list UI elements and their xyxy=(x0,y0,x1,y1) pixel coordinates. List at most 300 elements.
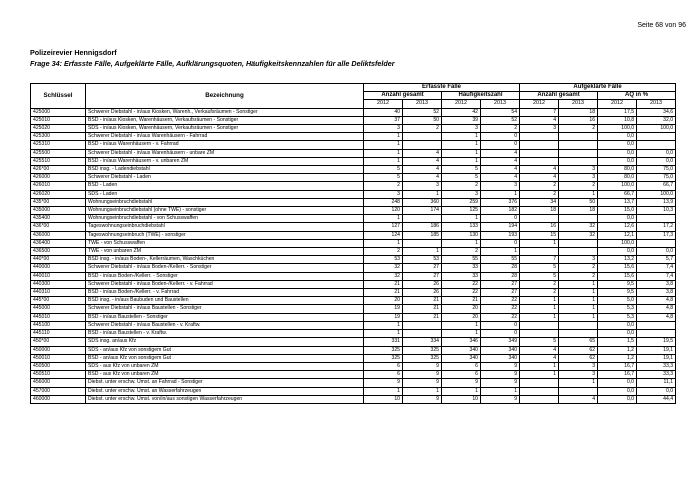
table-row xyxy=(31,157,676,165)
cell-aq-2013: 19,5 xyxy=(637,338,676,346)
cell-erfasst-2012: 21 xyxy=(364,280,403,288)
cell-erfasst-2012: 325 xyxy=(364,346,403,354)
table-header xyxy=(31,84,676,109)
cell-key: 425300 xyxy=(31,133,86,141)
cell-hz-2012: 22 xyxy=(442,280,481,288)
cell-erfasst-2013 xyxy=(403,215,442,223)
cell-aq-2013: 4,8 xyxy=(637,297,676,305)
cell-hz-2012: 3 xyxy=(442,125,481,133)
cell-aq-2013: 33,3 xyxy=(637,371,676,379)
cell-description: BSD insg. - Ladendiebstahl xyxy=(86,166,364,174)
cell-aq-2012: 0,0 xyxy=(598,379,637,387)
year-header: 2013 xyxy=(481,100,520,108)
cell-description: Schwerer Diebstahl - in/aus Warenhäusern - unbare ZM xyxy=(86,149,364,157)
cell-erfasst-2013: 52 xyxy=(403,108,442,116)
cell-erfasst-2012: 2 xyxy=(364,248,403,256)
cell-aq-2013: 13,9 xyxy=(637,198,676,206)
cell-aufgeklaert-2012: 1 xyxy=(520,305,559,313)
table-row xyxy=(31,198,676,206)
cell-aq-2012: 0,0 xyxy=(598,321,637,329)
cell-aufgeklaert-2012: 2 xyxy=(520,190,559,198)
cell-description: BSD - in/aus Boden-/Kellerr. - Sonstiger xyxy=(86,272,364,280)
cell-aufgeklaert-2012: 7 xyxy=(520,108,559,116)
cell-erfasst-2013: 21 xyxy=(403,297,442,305)
cell-erfasst-2013: 185 xyxy=(403,231,442,239)
cell-description: TWE - von unbaren ZM xyxy=(86,248,364,256)
cell-hz-2012: 1 xyxy=(442,141,481,149)
cell-description: Diebst. unter erschw. Umst. an Fahrrad - Sonstiger xyxy=(86,379,364,387)
cell-hz-2012: 6 xyxy=(442,371,481,379)
cell-key: 450500 xyxy=(31,362,86,370)
cell-hz-2012: 1 xyxy=(442,387,481,395)
year-header: 2012 xyxy=(364,100,403,108)
table-row xyxy=(31,174,676,182)
cell-key: 440*00 xyxy=(31,256,86,264)
cell-erfasst-2012: 19 xyxy=(364,305,403,313)
subheader-aq-percent: AQ in % xyxy=(598,92,676,100)
cell-hz-2013: 27 xyxy=(481,289,520,297)
cell-hz-2012: 340 xyxy=(442,354,481,362)
cell-hz-2013: 22 xyxy=(481,313,520,321)
cell-erfasst-2012: 9 xyxy=(364,379,403,387)
table-row xyxy=(31,125,676,133)
column-header-key: Schlüssel xyxy=(31,84,86,109)
subheader-anzahl-gesamt-erfasst: Anzahl gesamt xyxy=(364,92,442,100)
cell-description: Schwerer Diebstahl - in/aus Baustellen - v. Kraftw. xyxy=(86,321,364,329)
cell-hz-2013: 340 xyxy=(481,354,520,362)
cell-aq-2013: 32,0 xyxy=(637,116,676,124)
cell-description: BSD insg. - in/aus Baubuden und Baustellen xyxy=(86,297,364,305)
cell-hz-2013: 54 xyxy=(481,108,520,116)
cell-aufgeklaert-2012: 3 xyxy=(520,125,559,133)
cell-aufgeklaert-2012 xyxy=(520,395,559,403)
cell-description: BSD - in/aus Baustellen - Sonstiger xyxy=(86,313,364,321)
cell-aq-2013: 33,3 xyxy=(637,362,676,370)
cell-erfasst-2013: 174 xyxy=(403,207,442,215)
cell-aq-2012: 17,5 xyxy=(598,108,637,116)
cell-aufgeklaert-2012 xyxy=(520,321,559,329)
cell-aq-2012: 0,0 xyxy=(598,157,637,165)
cell-aufgeklaert-2013 xyxy=(559,321,598,329)
cell-hz-2012: 1 xyxy=(442,239,481,247)
cell-description: Schwerer Diebstahl - in/aus Kiosken, Warenh., Verkaufsräumen - Sonstiger xyxy=(86,108,364,116)
cell-key: 436400 xyxy=(31,239,86,247)
table-row xyxy=(31,256,676,264)
cell-hz-2013: 9 xyxy=(481,371,520,379)
cell-erfasst-2012: 40 xyxy=(364,108,403,116)
year-header: 2012 xyxy=(598,100,637,108)
cell-aufgeklaert-2012: 18 xyxy=(520,207,559,215)
cell-aufgeklaert-2012 xyxy=(520,387,559,395)
cell-aufgeklaert-2013: 1 xyxy=(559,190,598,198)
cell-aufgeklaert-2013: 18 xyxy=(559,207,598,215)
cell-hz-2013: 1 xyxy=(481,387,520,395)
cell-aq-2012: 9,5 xyxy=(598,289,637,297)
table-row xyxy=(31,231,676,239)
cell-hz-2012: 39 xyxy=(442,116,481,124)
table-row xyxy=(31,215,676,223)
cell-aufgeklaert-2013: 16 xyxy=(559,116,598,124)
table-row xyxy=(31,141,676,149)
cell-key: 450*00 xyxy=(31,338,86,346)
cell-aufgeklaert-2012: 1 xyxy=(520,239,559,247)
table-row xyxy=(31,280,676,288)
cell-erfasst-2012: 331 xyxy=(364,338,403,346)
cell-erfasst-2012: 32 xyxy=(364,272,403,280)
cell-erfasst-2013: 21 xyxy=(403,313,442,321)
cell-key: 445010 xyxy=(31,313,86,321)
cell-aq-2012: 1,2 xyxy=(598,346,637,354)
cell-key: 450510 xyxy=(31,371,86,379)
cell-aufgeklaert-2013: 2 xyxy=(559,182,598,190)
cell-erfasst-2013: 1 xyxy=(403,248,442,256)
cell-aufgeklaert-2013: 18 xyxy=(559,108,598,116)
cell-aufgeklaert-2012: 4 xyxy=(520,116,559,124)
cell-description: Wohnungseinbruchdiebstahl (ohne TWE) - sonstiger xyxy=(86,207,364,215)
cell-aq-2012: 10,8 xyxy=(598,116,637,124)
cell-description: Tageswohnungseinbruch (TWE) - sonstiger xyxy=(86,231,364,239)
cell-erfasst-2012: 5 xyxy=(364,174,403,182)
table-row xyxy=(31,289,676,297)
cell-erfasst-2012: 325 xyxy=(364,354,403,362)
cell-key: 450010 xyxy=(31,354,86,362)
cell-hz-2012: 1 xyxy=(442,321,481,329)
table-row xyxy=(31,346,676,354)
table-row xyxy=(31,362,676,370)
cell-aq-2013: 10,3 xyxy=(637,207,676,215)
cell-aufgeklaert-2012 xyxy=(520,157,559,165)
cell-aq-2013: 3,8 xyxy=(637,289,676,297)
cell-aq-2012: 1,2 xyxy=(598,354,637,362)
cell-hz-2013: 52 xyxy=(481,116,520,124)
year-header: 2013 xyxy=(559,100,598,108)
cell-erfasst-2012: 19 xyxy=(364,313,403,321)
cell-key: 425010 xyxy=(31,116,86,124)
cell-key: 425310 xyxy=(31,141,86,149)
cell-erfasst-2012: 1 xyxy=(364,321,403,329)
cell-aq-2013 xyxy=(637,215,676,223)
table-row xyxy=(31,116,676,124)
table-row xyxy=(31,239,676,247)
cell-erfasst-2012: 1 xyxy=(364,133,403,141)
column-header-description: Bezeichnung xyxy=(86,84,364,109)
cell-description: BSD - an/aus Kfz von sonstigem Gut xyxy=(86,354,364,362)
table-row xyxy=(31,354,676,362)
cell-erfasst-2013: 26 xyxy=(403,289,442,297)
cell-hz-2013: 193 xyxy=(481,231,520,239)
cell-aufgeklaert-2012: 2 xyxy=(520,182,559,190)
cell-aufgeklaert-2012: 15 xyxy=(520,231,559,239)
cell-aufgeklaert-2012: 7 xyxy=(520,256,559,264)
cell-hz-2013: 4 xyxy=(481,149,520,157)
cell-erfasst-2012: 1 xyxy=(364,387,403,395)
cell-erfasst-2012: 32 xyxy=(364,264,403,272)
cell-aufgeklaert-2012 xyxy=(520,248,559,256)
table-row xyxy=(31,149,676,157)
table-row xyxy=(31,330,676,338)
cell-description: BSD - aus Kfz von unbaren ZM xyxy=(86,371,364,379)
group-header-aufgeklaerte-faelle: Aufgeklärte Fälle xyxy=(520,84,676,92)
cell-key: 450000 xyxy=(31,346,86,354)
cell-aufgeklaert-2013: 1 xyxy=(559,280,598,288)
cell-erfasst-2013: 3 xyxy=(403,182,442,190)
cell-erfasst-2012: 53 xyxy=(364,256,403,264)
table-body xyxy=(31,108,676,403)
cell-erfasst-2013: 4 xyxy=(403,149,442,157)
cell-key: 436500 xyxy=(31,248,86,256)
cell-aq-2012: 0,0 xyxy=(598,215,637,223)
table-row xyxy=(31,371,676,379)
cell-aq-2013: 44,4 xyxy=(637,395,676,403)
cell-description: BSD - in/aus Boden-/Kellerr. - v. Fahrrad xyxy=(86,289,364,297)
cell-description: SDS - an/aus Kfz von sonstigem Gut xyxy=(86,346,364,354)
cell-aq-2012: 15,6 xyxy=(598,264,637,272)
table-row xyxy=(31,223,676,231)
cell-key: 426020 xyxy=(31,190,86,198)
cell-erfasst-2012: 3 xyxy=(364,190,403,198)
cell-aq-2013: 0,0 xyxy=(637,149,676,157)
cell-aq-2013: 17,2 xyxy=(637,223,676,231)
table-row xyxy=(31,272,676,280)
cell-erfasst-2012: 21 xyxy=(364,289,403,297)
cell-description: Tageswohnungseinbruchdiebstahl xyxy=(86,223,364,231)
cell-aq-2013: 7,4 xyxy=(637,272,676,280)
cell-aufgeklaert-2013: 1 xyxy=(559,379,598,387)
cell-hz-2012: 346 xyxy=(442,338,481,346)
cell-description: SDS insg. an/aus Kfz xyxy=(86,338,364,346)
cell-aq-2013: 17,3 xyxy=(637,231,676,239)
cell-aq-2013: 3,8 xyxy=(637,280,676,288)
cell-hz-2013: 182 xyxy=(481,207,520,215)
cell-erfasst-2013: 21 xyxy=(403,305,442,313)
cell-erfasst-2013 xyxy=(403,239,442,247)
cell-aufgeklaert-2012: 5 xyxy=(520,272,559,280)
cell-erfasst-2012: 124 xyxy=(364,231,403,239)
cell-hz-2012: 1 xyxy=(442,215,481,223)
cell-hz-2013: 376 xyxy=(481,198,520,206)
cell-key: 425000 xyxy=(31,108,86,116)
cell-erfasst-2012: 1 xyxy=(364,149,403,157)
cell-erfasst-2012: 37 xyxy=(364,116,403,124)
cell-aufgeklaert-2013: 3 xyxy=(559,174,598,182)
cell-hz-2012: 6 xyxy=(442,362,481,370)
cell-erfasst-2012: 1 xyxy=(364,330,403,338)
cell-aq-2013: 11,1 xyxy=(637,379,676,387)
table-row xyxy=(31,321,676,329)
cell-aufgeklaert-2012: 2 xyxy=(520,289,559,297)
cell-hz-2013: 1 xyxy=(481,248,520,256)
cell-aq-2012: 80,0 xyxy=(598,174,637,182)
table-row xyxy=(31,190,676,198)
cell-key: 426*00 xyxy=(31,166,86,174)
cell-aq-2012: 12,6 xyxy=(598,223,637,231)
cell-aufgeklaert-2013 xyxy=(559,215,598,223)
cell-description: Schwerer Diebstahl - in/aus Baustellen - Sonstiger xyxy=(86,305,364,313)
cell-description: TWE - von Schusswaffen xyxy=(86,239,364,247)
cell-hz-2012: 133 xyxy=(442,223,481,231)
cell-aq-2013 xyxy=(637,141,676,149)
cell-description: BSD - in/aus Kiosken, Warenhäusern, Verkaufsräumen - Sonstiger xyxy=(86,116,364,124)
cell-hz-2012: 3 xyxy=(442,190,481,198)
cell-key: 457000 xyxy=(31,387,86,395)
cell-hz-2012: 1 xyxy=(442,157,481,165)
cell-aq-2012: 1,5 xyxy=(598,338,637,346)
cell-erfasst-2013: 1 xyxy=(403,190,442,198)
cell-hz-2012: 20 xyxy=(442,313,481,321)
cell-hz-2013: 3 xyxy=(481,182,520,190)
cell-aufgeklaert-2012: 1 xyxy=(520,297,559,305)
cell-aq-2013: 75,0 xyxy=(637,174,676,182)
cell-aq-2013 xyxy=(637,330,676,338)
cell-erfasst-2012: 6 xyxy=(364,371,403,379)
cell-key: 426000 xyxy=(31,174,86,182)
cell-aufgeklaert-2013: 3 xyxy=(559,256,598,264)
cell-hz-2012: 340 xyxy=(442,346,481,354)
cell-erfasst-2012: 1 xyxy=(364,239,403,247)
cell-hz-2012: 9 xyxy=(442,379,481,387)
cell-aq-2012: 13,7 xyxy=(598,198,637,206)
cell-aq-2012: 12,1 xyxy=(598,231,637,239)
cell-aufgeklaert-2012: 4 xyxy=(520,166,559,174)
cell-aq-2012: 100,0 xyxy=(598,125,637,133)
organization-heading: Polizeirevier Hennigsdorf xyxy=(30,48,117,57)
cell-erfasst-2012: 2 xyxy=(364,182,403,190)
cell-hz-2013: 28 xyxy=(481,272,520,280)
cell-erfasst-2012: 6 xyxy=(364,362,403,370)
cell-erfasst-2013: 325 xyxy=(403,346,442,354)
cell-aq-2012: 5,3 xyxy=(598,305,637,313)
cell-key: 435400 xyxy=(31,215,86,223)
cell-aq-2012: 0,0 xyxy=(598,133,637,141)
cell-erfasst-2013: 26 xyxy=(403,280,442,288)
cell-erfasst-2012: 20 xyxy=(364,297,403,305)
cell-key: 445*00 xyxy=(31,297,86,305)
cell-description: SDS - in/aus Kiosken, Warenhäusern, Verkaufsräumen - Sonstiger xyxy=(86,125,364,133)
cell-aq-2013: 66,7 xyxy=(637,182,676,190)
cell-hz-2013: 4 xyxy=(481,157,520,165)
cell-hz-2013: 4 xyxy=(481,166,520,174)
report-subtitle: Frage 34: Erfasste Fälle, Aufgeklärte Fälle, Aufklärungsquoten, Häufigkeitskennzahlen für alle Deliktsfelder xyxy=(30,59,395,68)
cell-key: 440010 xyxy=(31,272,86,280)
cell-aq-2012: 13,2 xyxy=(598,256,637,264)
cell-erfasst-2012: 127 xyxy=(364,223,403,231)
cell-aufgeklaert-2012 xyxy=(520,330,559,338)
cell-aufgeklaert-2013: 3 xyxy=(559,371,598,379)
cell-hz-2012: 5 xyxy=(442,166,481,174)
cell-aq-2012: 80,0 xyxy=(598,166,637,174)
cell-aq-2013: 0,0 xyxy=(637,387,676,395)
cell-hz-2012: 259 xyxy=(442,198,481,206)
subheader-anzahl-gesamt-aufgeklaert: Anzahl gesamt xyxy=(520,92,598,100)
cell-aq-2012: 5,0 xyxy=(598,297,637,305)
cell-hz-2013: 349 xyxy=(481,338,520,346)
cell-erfasst-2013: 9 xyxy=(403,362,442,370)
cell-hz-2012: 22 xyxy=(442,289,481,297)
cell-hz-2013: 0 xyxy=(481,239,520,247)
cell-key: 435000 xyxy=(31,207,86,215)
cell-aq-2013: 100,0 xyxy=(637,125,676,133)
cell-aufgeklaert-2013 xyxy=(559,248,598,256)
cell-aq-2012: 100,0 xyxy=(598,239,637,247)
table-row xyxy=(31,395,676,403)
cell-key: 425020 xyxy=(31,125,86,133)
cell-aufgeklaert-2012: 1 xyxy=(520,313,559,321)
cell-key: 436*00 xyxy=(31,223,86,231)
cell-description: Wohnungseinbruchdiebstahl xyxy=(86,198,364,206)
cell-aq-2012: 66,7 xyxy=(598,190,637,198)
table-row xyxy=(31,387,676,395)
cell-aq-2012: 5,3 xyxy=(598,313,637,321)
cell-aufgeklaert-2013: 2 xyxy=(559,272,598,280)
cell-erfasst-2012: 3 xyxy=(364,125,403,133)
cell-key: 440000 xyxy=(31,264,86,272)
cell-aq-2013: 4,8 xyxy=(637,305,676,313)
cell-aufgeklaert-2013: 2 xyxy=(559,125,598,133)
cell-key: 425510 xyxy=(31,157,86,165)
cell-key: 445100 xyxy=(31,321,86,329)
cell-aq-2013: 4,8 xyxy=(637,313,676,321)
cell-aq-2012: 9,5 xyxy=(598,280,637,288)
cell-aufgeklaert-2012 xyxy=(520,149,559,157)
cell-aq-2013: 0,0 xyxy=(637,157,676,165)
cell-aq-2012: 16,7 xyxy=(598,371,637,379)
cell-aq-2012: 0,0 xyxy=(598,330,637,338)
cell-erfasst-2012: 1 xyxy=(364,215,403,223)
table-row xyxy=(31,108,676,116)
table-row xyxy=(31,264,676,272)
cell-aufgeklaert-2012: 1 xyxy=(520,371,559,379)
cell-aq-2012: 0,0 xyxy=(598,141,637,149)
cell-hz-2013: 0 xyxy=(481,321,520,329)
cell-key: 445000 xyxy=(31,305,86,313)
cell-hz-2012: 55 xyxy=(442,256,481,264)
cell-aufgeklaert-2013: 62 xyxy=(559,346,598,354)
cell-hz-2012: 33 xyxy=(442,272,481,280)
cell-aufgeklaert-2012: 4 xyxy=(520,346,559,354)
cell-aufgeklaert-2013 xyxy=(559,330,598,338)
cell-aq-2013: 75,0 xyxy=(637,166,676,174)
cell-aufgeklaert-2013: 3 xyxy=(559,166,598,174)
cell-erfasst-2013: 4 xyxy=(403,166,442,174)
cell-hz-2013: 194 xyxy=(481,223,520,231)
cell-erfasst-2013: 334 xyxy=(403,338,442,346)
cell-description: BSD - in/aus Warenhäusern - v. unbaren ZM xyxy=(86,157,364,165)
cell-hz-2013: 9 xyxy=(481,362,520,370)
cell-aufgeklaert-2013 xyxy=(559,141,598,149)
cell-hz-2012: 1 xyxy=(442,133,481,141)
cell-hz-2012: 21 xyxy=(442,297,481,305)
cell-hz-2013: 55 xyxy=(481,256,520,264)
cell-description: Wohnungseinbruchdiebstahl - von Schusswaffen xyxy=(86,215,364,223)
cell-aq-2013: 19,1 xyxy=(637,354,676,362)
cell-erfasst-2013: 325 xyxy=(403,354,442,362)
table-row xyxy=(31,297,676,305)
table-row xyxy=(31,305,676,313)
cell-aufgeklaert-2013: 1 xyxy=(559,305,598,313)
cell-erfasst-2013 xyxy=(403,321,442,329)
cell-aufgeklaert-2013 xyxy=(559,133,598,141)
subheader-haeufigkeitszahl: Häufigkeitszahl xyxy=(442,92,520,100)
cell-aq-2013: 100,0 xyxy=(637,190,676,198)
cell-aufgeklaert-2013: 32 xyxy=(559,223,598,231)
cell-erfasst-2013 xyxy=(403,141,442,149)
table-row xyxy=(31,133,676,141)
cell-aufgeklaert-2012 xyxy=(520,215,559,223)
cell-aq-2013 xyxy=(637,321,676,329)
year-header: 2013 xyxy=(637,100,676,108)
cell-erfasst-2012: 1 xyxy=(364,141,403,149)
cell-description: BSD - Laden xyxy=(86,182,364,190)
